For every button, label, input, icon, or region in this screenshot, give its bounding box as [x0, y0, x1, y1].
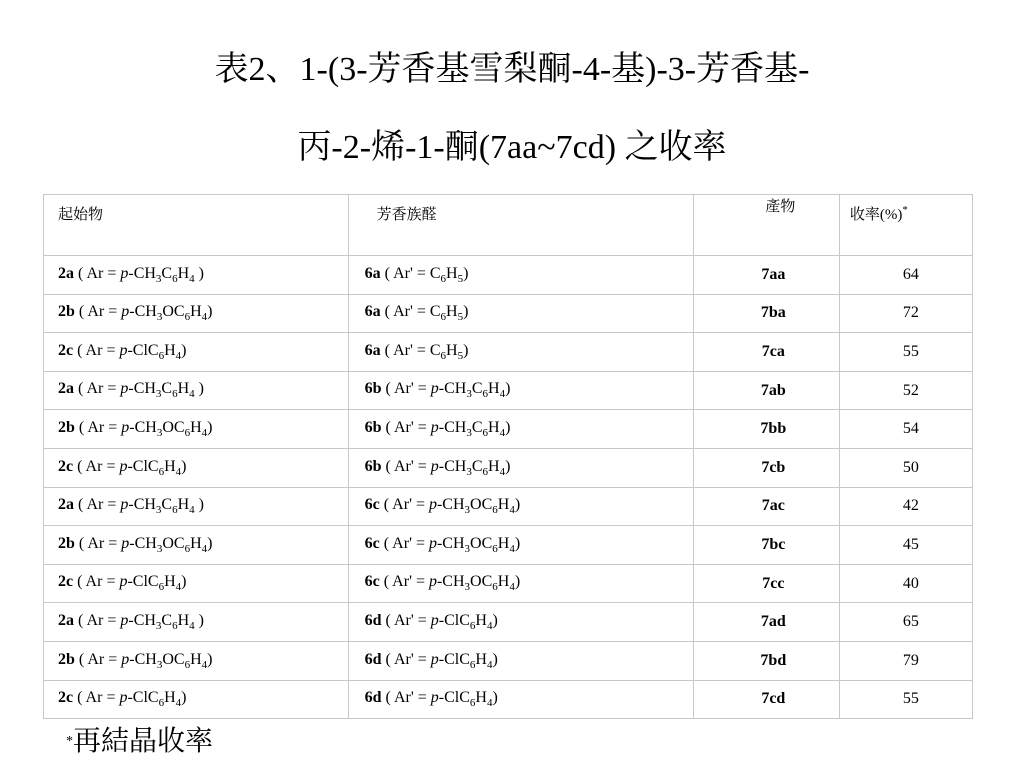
aldehyde-cell: 6a ( $Ar' = C_6H_5$): [348, 294, 693, 333]
product-cell: 7ba: [693, 294, 839, 333]
compound-code: 6d: [364, 650, 382, 668]
compound-code: 6a: [364, 303, 381, 321]
formula: $p-ClC_6H_4$: [119, 341, 182, 363]
page-title: 表2、1-(3-芳香基雪梨酮-4-基)-3-芳香基-: [214, 51, 810, 88]
compound-code: 2b: [58, 650, 75, 668]
table-row: [44, 410, 973, 449]
yield-cell: 79: [839, 641, 972, 680]
start-material-cell: 2b ( $Ar = p-CH_3OC_6H_4$): [44, 641, 349, 680]
formula: $p-CH_3OC_6H_4$: [121, 303, 208, 324]
formula: $p-ClC_6H_4$: [119, 573, 182, 594]
formula: $p-ClC_6H_4$: [430, 612, 493, 633]
compound-code: 2b: [58, 303, 75, 321]
table-row: [44, 641, 973, 680]
aldehyde-cell: 6d ( $Ar' = p-ClC_6H_4$): [348, 680, 693, 719]
table-row: [44, 448, 973, 487]
aldehyde-cell: 6c ( $Ar' = p-CH_3OC_6H_4$): [348, 526, 693, 565]
header-product: 產物: [693, 195, 839, 256]
product-cell: 7ad: [693, 603, 839, 642]
formula: $p-CH_3C_6H_4$: [120, 612, 195, 633]
page-subtitle: 丙-2-烯-1-酮(7aa~7cd) 之收率: [297, 129, 727, 166]
product-cell: 7bd: [693, 641, 839, 680]
yield-cell: 42: [839, 487, 972, 526]
compound-code: 2a: [58, 264, 74, 282]
aldehyde-cell: 6a ( $Ar' = C_6H_5$): [348, 333, 693, 372]
start-material-cell: 2c ( $Ar = p-ClC_6H_4$): [44, 333, 349, 372]
aldehyde-cell: 6d ( $Ar' = p-ClC_6H_4$): [348, 641, 693, 680]
header-start-material: 起始物: [44, 195, 349, 256]
table-row: [44, 526, 973, 565]
formula: $C_6H_5$: [429, 303, 464, 324]
start-material-cell: 2c ( $Ar = p-ClC_6H_4$): [44, 448, 349, 487]
start-material-cell: 2c ( $Ar = p-ClC_6H_4$): [44, 680, 349, 719]
product-cell: 7aa: [693, 256, 839, 295]
table-row: [44, 603, 973, 642]
aldehyde-cell: 6b ( $Ar' = p-CH_3C_6H_4$): [348, 410, 693, 449]
compound-code: 6a: [364, 341, 381, 359]
formula: $p-ClC_6H_4$: [430, 689, 493, 710]
table-row: [44, 256, 973, 295]
formula: $C_6H_5$: [429, 264, 464, 285]
compound-code: 2a: [58, 612, 74, 630]
yield-cell: 55: [839, 333, 972, 372]
aldehyde-cell: 6c ( $Ar' = p-CH_3OC_6H_4$): [348, 487, 693, 526]
aldehyde-cell: 6d ( $Ar' = p-ClC_6H_4$): [348, 603, 693, 642]
product-cell: 7bc: [693, 526, 839, 565]
footnote: [66, 724, 213, 760]
aldehyde-cell: 6b ( $Ar' = p-CH_3C_6H_4$): [348, 448, 693, 487]
product-cell: 7cc: [693, 564, 839, 603]
yield-cell: 52: [839, 371, 972, 410]
compound-code: 2b: [58, 534, 75, 552]
aldehyde-cell: 6a ( $Ar' = C_6H_5$): [348, 256, 693, 295]
formula: $p-CH_3C_6H_4$: [430, 419, 506, 440]
start-material-cell: 2c ( $Ar = p-ClC_6H_4$): [44, 564, 349, 603]
formula: $p-CH_3OC_6H_4$: [428, 573, 515, 594]
compound-code: 6c: [364, 534, 380, 552]
compound-code: 2c: [58, 689, 74, 707]
compound-code: 6b: [364, 457, 382, 475]
formula: $p-CH_3C_6H_4$: [120, 496, 195, 517]
product-cell: 7cd: [693, 680, 839, 719]
formula: $p-ClC_6H_4$: [119, 689, 182, 710]
aldehyde-cell: 6c ( $Ar' = p-CH_3OC_6H_4$): [348, 564, 693, 603]
yield-cell: 72: [839, 294, 972, 333]
footnote-text: 再結晶收率: [73, 726, 214, 757]
yield-cell: 45: [839, 526, 972, 565]
compound-code: 2a: [58, 380, 74, 398]
table-body: [44, 256, 973, 719]
formula: $p-ClC_6H_4$: [119, 457, 182, 478]
start-material-cell: 2a ( $Ar = p-CH_3C_6H_4$ ): [44, 487, 349, 526]
formula: $p-CH_3OC_6H_4$: [121, 534, 208, 556]
start-material-cell: 2a ( $Ar = p-CH_3C_6H_4$ ): [44, 256, 349, 295]
yield-table: [43, 194, 973, 719]
formula: $p-ClC_6H_4$: [430, 650, 493, 671]
table-row: [44, 294, 973, 333]
product-cell: 7ca: [693, 333, 839, 372]
header-yield-mark: *: [902, 204, 908, 216]
product-cell: 7bb: [693, 410, 839, 449]
compound-code: 6d: [364, 612, 382, 630]
compound-code: 2a: [58, 496, 74, 514]
compound-code: 2c: [58, 457, 74, 475]
compound-code: 6c: [364, 573, 380, 591]
formula: $p-CH_3C_6H_4$: [430, 457, 506, 478]
product-cell: 7ac: [693, 487, 839, 526]
formula: $p-CH_3C_6H_4$: [120, 380, 195, 401]
yield-cell: 40: [839, 564, 972, 603]
product-cell: 7cb: [693, 448, 839, 487]
table-row: [44, 333, 973, 372]
footnote-mark: *: [66, 734, 73, 749]
aldehyde-cell: 6b ( $Ar' = p-CH_3C_6H_4$): [348, 371, 693, 410]
start-material-cell: 2b ( $Ar = p-CH_3OC_6H_4$): [44, 294, 349, 333]
product-cell: 7ab: [693, 371, 839, 410]
compound-code: 2c: [58, 573, 74, 591]
table-row: [44, 564, 973, 603]
compound-code: 2b: [58, 419, 75, 437]
table-row: [44, 371, 973, 410]
formula: $p-CH_3OC_6H_4$: [121, 419, 208, 440]
header-aromatic-aldehyde: 芳香族醛: [348, 195, 693, 256]
yield-cell: 54: [839, 410, 972, 449]
table-header-row: [44, 195, 973, 256]
table-row: [44, 487, 973, 526]
formula: $p-CH_3OC_6H_4$: [121, 650, 208, 671]
header-yield-label: 收率(%): [849, 207, 903, 223]
yield-cell: 65: [839, 603, 972, 642]
yield-cell: 50: [839, 448, 972, 487]
formula: $p-CH_3C_6H_4$: [430, 380, 506, 401]
header-yield: [839, 195, 972, 256]
formula: $C_6H_5$: [429, 341, 464, 363]
compound-code: 6c: [364, 496, 380, 514]
table-row: [44, 680, 973, 719]
formula: $p-CH_3C_6H_4$: [120, 264, 195, 285]
formula: $p-CH_3OC_6H_4$: [428, 534, 515, 556]
start-material-cell: 2a ( $Ar = p-CH_3C_6H_4$ ): [44, 603, 349, 642]
start-material-cell: 2a ( $Ar = p-CH_3C_6H_4$ ): [44, 371, 349, 410]
formula: $p-CH_3OC_6H_4$: [428, 496, 515, 517]
compound-code: 6b: [364, 380, 382, 398]
start-material-cell: 2b ( $Ar = p-CH_3OC_6H_4$): [44, 526, 349, 565]
yield-cell: 55: [839, 680, 972, 719]
compound-code: 6a: [364, 264, 381, 282]
compound-code: 6b: [364, 419, 382, 437]
yield-cell: 64: [839, 256, 972, 295]
compound-code: 2c: [58, 341, 74, 359]
start-material-cell: 2b ( $Ar = p-CH_3OC_6H_4$): [44, 410, 349, 449]
compound-code: 6d: [364, 689, 382, 707]
